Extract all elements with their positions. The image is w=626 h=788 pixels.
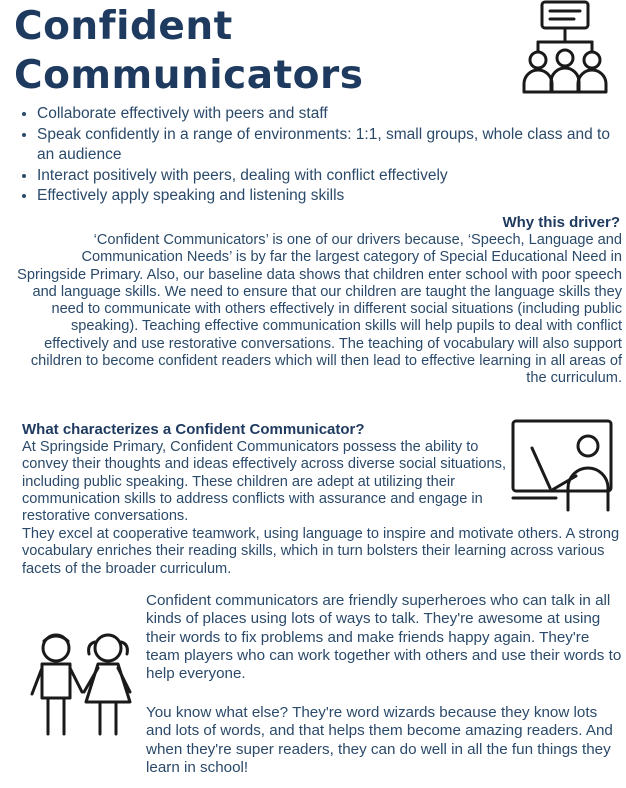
characterizes-paragraph-1: At Springside Primary, Confident Communicators possess the ability to convey their thoughts and ideas effectively across diverse social situations, including public speaking. These children are adept at utilizing their communication skills to address conflicts with assurance and engage in restorative conversations. [22, 439, 507, 525]
page-title [14, 2, 363, 100]
goal-item: • Interact positively with peers, dealing with conflict effectively [37, 166, 626, 187]
why-heading: Why this driver? [502, 214, 620, 231]
presentation-group-icon [516, 0, 612, 98]
goal-item: • Effectively apply speaking and listening skills [37, 186, 626, 207]
teacher-whiteboard-icon [510, 418, 618, 512]
kids-paragraph-2: You know what else? They're word wizards because they know lots and lots of words, and that helps them become amazing readers. And when they're super readers, they can do well in all the fun things they learn in school! [146, 704, 613, 776]
characterizes-heading: What characterizes a Confident Communicator? [22, 421, 365, 438]
title-line-1: Confident [14, 4, 233, 49]
goals-list [20, 104, 626, 207]
title-line-2: Communicators [14, 53, 364, 98]
goal-item: • Collaborate effectively with peers and staff [37, 104, 626, 125]
goal-item: • Speak confidently in a range of environments: 1:1, small groups, whole class and to an audience [37, 125, 626, 166]
characterizes-paragraph-2: They excel at cooperative teamwork, using language to inspire and motivate others. A strong vocabulary enriches their reading skills, which in turn bolsters their learning across various facets of the broader curriculum. [22, 526, 620, 577]
why-paragraph: ‘Confident Communicators’ is one of our drivers because, ‘Speech, Language and Communication Needs’ is by far the largest category of Special Educational Need in Springside Primary. Also, our baseline data shows that children enter school with poor speech and language skills. We need to ensure that our children are taught the language skills they need to communicate with others effectively in different social situations (including public speaking). Teaching effective communication skills will help pupils to deal with conflict effectively and use restorative conversations. The teaching of vocabulary will also support children to become confident readers which will then lead to effective learning in all areas of the curriculum. [17, 232, 622, 387]
kids-paragraph-1: Confident communicators are friendly superheroes who can talk in all kinds of places using lots of ways to talk. They're awesome at using their words to fix problems and make friends happy again. They're team players who can work together with others and use their words to help everyone. [146, 592, 622, 683]
children-holding-hands-icon [26, 628, 138, 740]
